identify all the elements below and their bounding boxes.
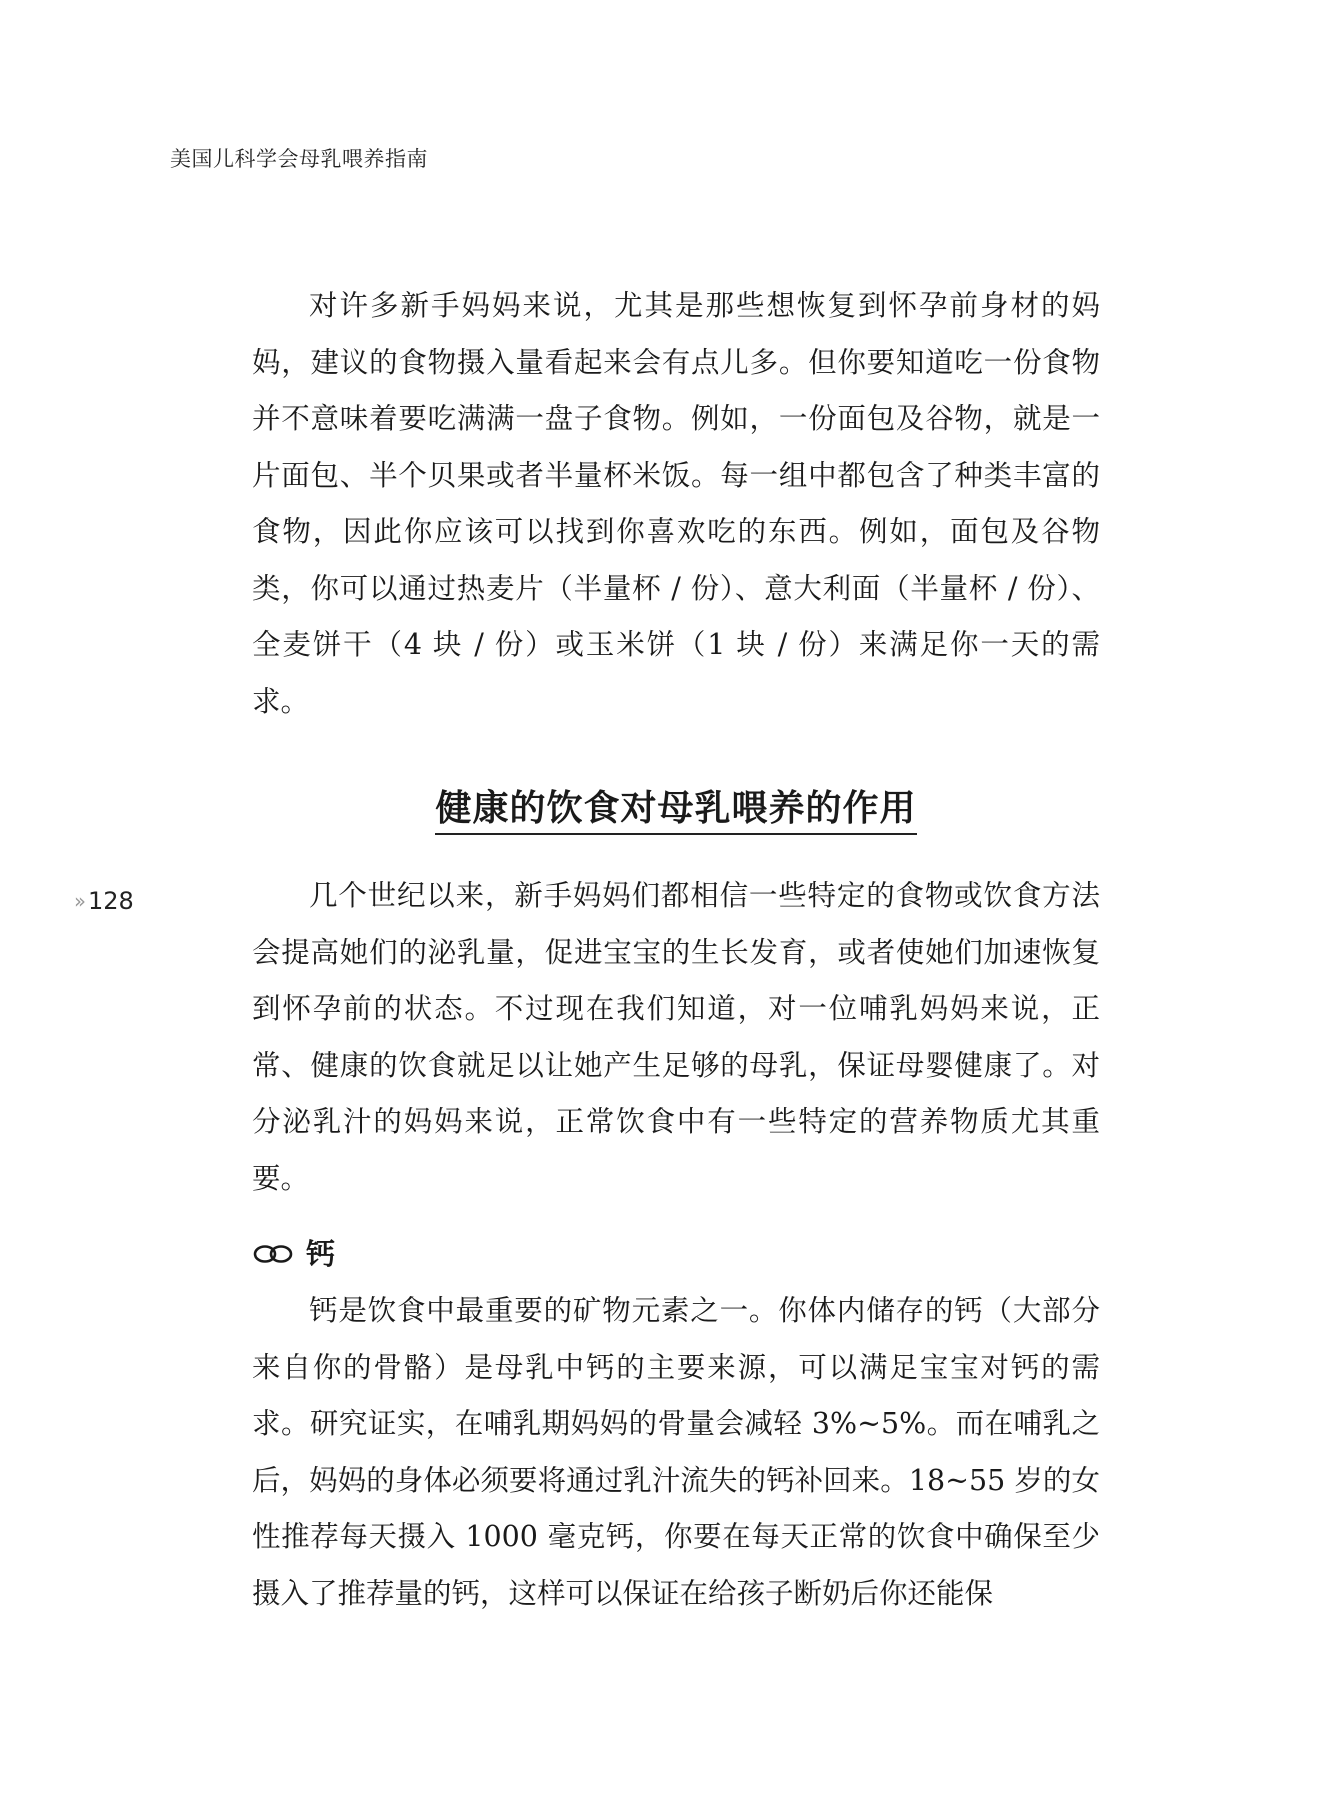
running-header: 美国儿科学会母乳喂养指南 bbox=[170, 147, 428, 171]
subheading-calcium bbox=[252, 1232, 335, 1273]
page-number bbox=[74, 887, 134, 915]
page-number-value: 128 bbox=[88, 887, 134, 915]
section-heading-text: 健康的饮食对母乳喂养的作用 bbox=[435, 788, 916, 835]
paragraph-calcium: 钙是饮食中最重要的矿物元素之一。你体内储存的钙（大部分来自你的骨骼）是母乳中钙的主要来源，可以满足宝宝对钙的需求。研究证实，在哺乳期妈妈的骨量会减轻 3%~5%。而在哺乳之后，妈妈的身体必须要将通过乳汁流失的钙补回来。18~55 岁的女性推荐每天摄入 1000 毫克钙，你要在每天正常的饮食中确保至少摄入了推荐量的钙，这样可以保证在给孩子断奶后你还能保 bbox=[252, 1294, 1100, 1610]
paragraph-serving-sizes: 对许多新手妈妈来说，尤其是那些想恢复到怀孕前身材的妈妈，建议的食物摄入量看起来会有点儿多。但你要知道吃一份食物并不意味着要吃满满一盘子食物。例如，一份面包及谷物，就是一片面包、半个贝果或者半量杯米饭。每一组中都包含了种类丰富的食物，因此你应该可以找到你喜欢吃的东西。例如，面包及谷物类，你可以通过热麦片（半量杯 / 份）、意大利面（半量杯 / 份）、全麦饼干（4 块 / 份）或玉米饼（1 块 / 份）来满足你一天的需求。 bbox=[252, 289, 1100, 718]
double-chevron-right-icon: ›› bbox=[74, 889, 82, 913]
glasses-ornament-icon bbox=[252, 1241, 296, 1265]
subheading-calcium-title: 钙 bbox=[306, 1237, 336, 1271]
section-heading bbox=[252, 780, 1100, 831]
paragraph-healthy-diet: 几个世纪以来，新手妈妈们都相信一些特定的食物或饮食方法会提高她们的泌乳量，促进宝宝的生长发育，或者使她们加速恢复到怀孕前的状态。不过现在我们知道，对一位哺乳妈妈来说，正常、健康的饮食就足以让她产生足够的母乳，保证母婴健康了。对分泌乳汁的妈妈来说，正常饮食中有一些特定的营养物质尤其重要。 bbox=[252, 879, 1100, 1195]
